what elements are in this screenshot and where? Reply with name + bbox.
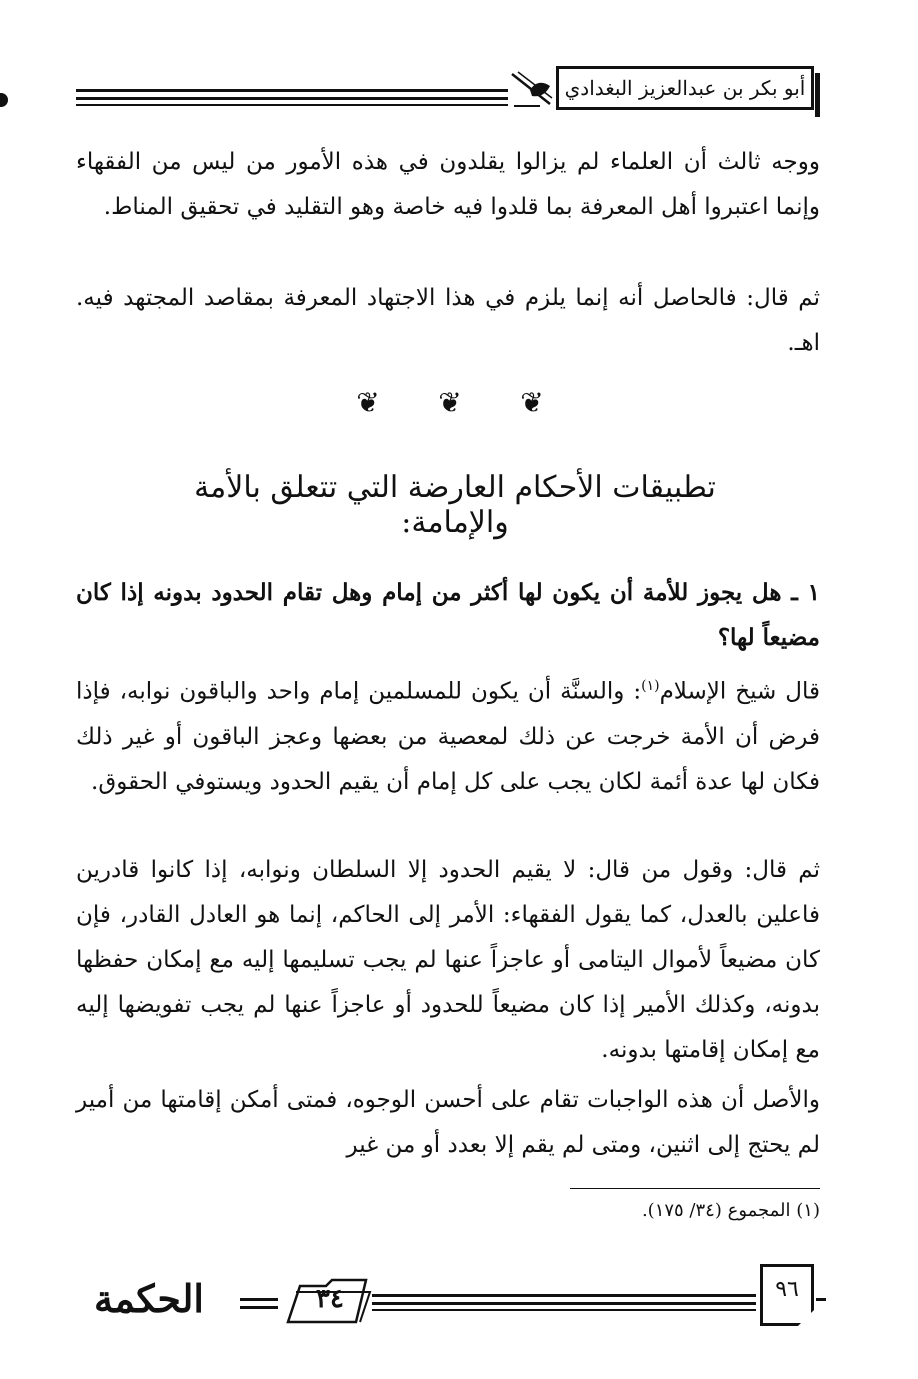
ornament-icon: ❦ <box>520 385 544 419</box>
footnote-marker[interactable]: (١) <box>641 678 660 694</box>
footer-tick <box>816 1298 826 1301</box>
issue-number: ٣٤ <box>316 1284 344 1314</box>
paragraph-1: ووجه ثالث أن العلماء لم يزالوا يقلدون في هذه الأمور من ليس من الفقهاء وإنما اعتبروا أهل المعرفة بما قلدوا فيه خاصة وهو التقليد في تحقيق المناط. <box>76 149 820 220</box>
ornament-icon: ❦ <box>356 385 380 419</box>
paragraph-5: والأصل أن هذه الواجبات تقام على أحسن الوجوه، فمتى أمكن إقامتها من أمير لم يحتج إلى اثنين، ومتى لم يقم إلا بعدد أو من غير <box>76 1087 820 1158</box>
quill-pen-icon <box>510 68 554 108</box>
paragraph-3-lead: قال شيخ الإسلام <box>659 678 821 705</box>
running-header-author <box>556 66 814 110</box>
author-name: أبو بكر بن عبدالعزيز البغدادي <box>564 76 806 100</box>
header-rule <box>76 104 508 106</box>
footer-rule <box>372 1302 756 1305</box>
paragraph-2: ثم قال: فالحاصل أنه إنما يلزم في هذا الاجتهاد المعرفة بمقاصد المجتهد فيه. اهـ. <box>76 285 820 356</box>
section-heading: تطبيقات الأحكام العارضة التي تتعلق بالأمة والإمامة: <box>194 470 716 540</box>
header-rule <box>76 89 508 92</box>
footer-rule <box>372 1309 756 1311</box>
header-rule <box>76 97 508 100</box>
footnote: (١) المجموع (٣٤/ ١٧٥). <box>641 1200 820 1221</box>
footnote-separator <box>570 1188 820 1189</box>
page-number-box <box>760 1264 814 1326</box>
footer-equals-mark <box>240 1298 278 1314</box>
page-number: ٩٦ <box>775 1277 799 1302</box>
section-ornaments <box>340 382 560 422</box>
journal-brand-logo: الحكمة <box>94 1276 204 1321</box>
page-edge-mark <box>0 93 8 107</box>
ornament-icon: ❦ <box>438 385 462 419</box>
paragraph-3-body: : والسنَّة أن يكون للمسلمين إمام واحد والباقون نوابه، فإذا فرض أن الأمة خرجت عن ذلك لمعصية من بعضها وعجز الباقون أو غير ذلك فكان لها عدة أئمة لكان يجب على كل إمام أن يقيم الحدود ويستوفي الحقوق. <box>76 678 820 795</box>
paragraph-3 <box>76 664 820 805</box>
footer-rule <box>372 1294 756 1297</box>
paragraph-4: ثم قال: وقول من قال: لا يقيم الحدود إلا السلطان ونوابه، إذا كانوا قادرين فاعلين بالعدل، كما يقول الفقهاء: الأمر إلى الحاكم، إنما هو العادل القادر، فإن كان مضيعاً لأموال اليتامى أو عاجزاً عنها لم يجب تسليمها إليه مع إمكان حفظها بدونه، وكذلك الأمير إذا كان مضيعاً للحدود أو عاجزاً عنها لم يجب تفويضها إليه مع إمكان إقامتها بدونه. <box>76 857 820 1063</box>
question-heading: ١ ـ هل يجوز للأمة أن يكون لها أكثر من إمام وهل تقام الحدود بدونه إذا كان مضيعاً لها؟ <box>76 579 820 651</box>
